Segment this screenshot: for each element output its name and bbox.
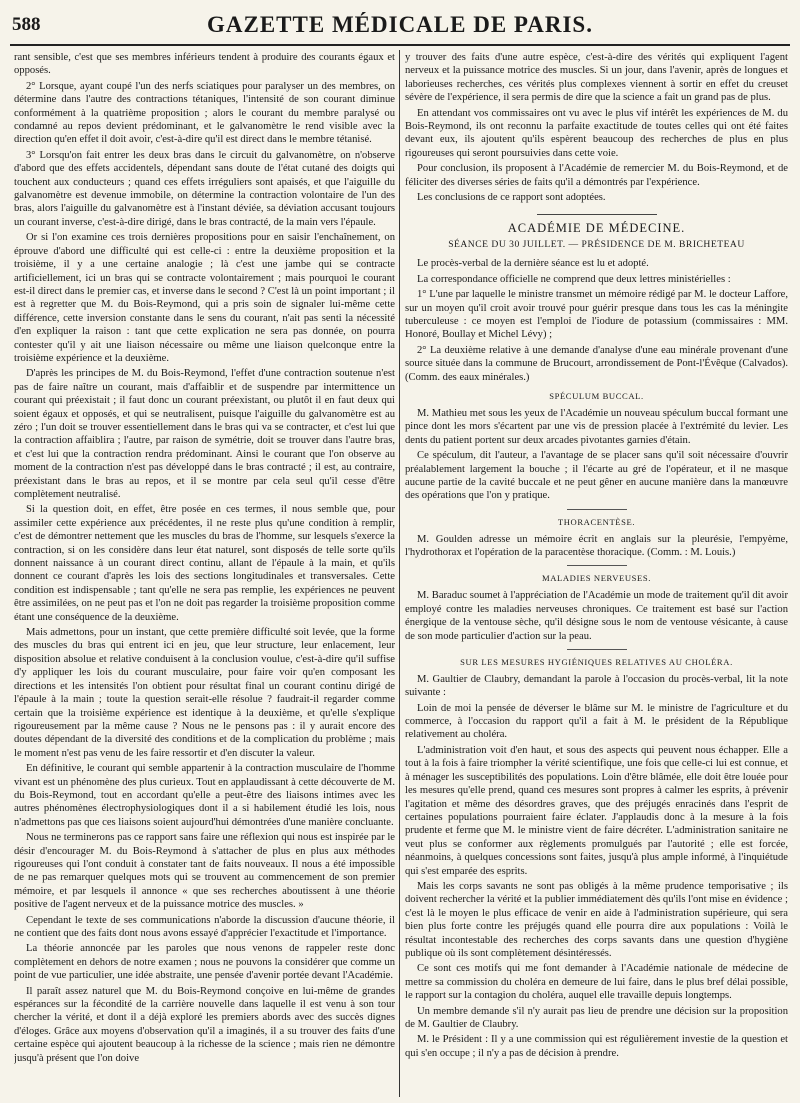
paragraph: M. Mathieu met sous les yeux de l'Académie un nouveau spéculum buccal formant une pince dont les mors s'écartent par une vis de pression placée à l'extrémité du levier. Les dents du patient portent sur deux arcades pivotantes garnies d'étain. <box>405 407 788 446</box>
section-divider <box>537 214 657 215</box>
session-minutes <box>405 257 788 384</box>
paragraph: D'après les principes de M. du Bois-Reymond, l'effet d'une contraction soutenue n'est pas de faire naître un courant, mais d'affaiblir et de suspendre par intermittence un courant qui préexistait ; il faut donc un courant préexistant, ou plutôt il en faut deux qui soient égaux et opposés, et qui se neutralisent, puisque l'aiguille du galvanomètre est au zéro ; l'un doit se trouver essentiellement dans le bras qui va se contracter, et c'est lui que la contraction affaiblira ; l'autre, par raison de symétrie, doit se trouver dans l'autre bras, et c'est lui que la contraction rendra prédominant. Ainsi le courant que l'on observe au moment de la contraction n'est pas développé dans le bras contracté ; il est, au contraire, préexistant dans le bras au repos, et il se montre par cela seul qu'il cesse d'être complètement neutralisé. <box>14 368 395 500</box>
speculum-heading: SPÉCULUM BUCCAL. <box>549 391 644 402</box>
paragraph: La correspondance officielle ne comprend que deux lettres ministérielles : <box>417 273 731 285</box>
cholera-section <box>405 673 788 1060</box>
paragraph: M. Gaultier de Claubry, demandant la parole à l'occasion du procès-verbal, lit la note suivante : <box>405 673 788 699</box>
column-separator <box>399 50 400 1097</box>
thoracentese-section <box>405 533 788 560</box>
section-divider <box>567 509 627 510</box>
paragraph: Il paraît assez naturel que M. du Bois-Reymond conçoive en lui-même de grandes espérances sur la fécondité de la carrière nouvelle dans laquelle il est venu à son tour chercher la vérité, et dont il a déjà exploré les premiers abords avec des succès dignes d'éloges. Grâce aux moyens d'observation qu'il a imaginés, il a su trouver des faits d'une certaine espèce qui ajoutent beaucoup à la richesse de la science ; mais rien ne démontre jusqu'à présent que l'on doive <box>14 985 395 1064</box>
left-column <box>14 51 395 1096</box>
header-rule <box>10 44 790 46</box>
paragraph: Si la question doit, en effet, être posée en ces termes, il nous semble que, pour assimiler cette expérience aux précédentes, il ne reste plus qu'une condition à remplir, c'est de démontrer nettement que les muscles du bras de l'homme, sur lesquels s'exerce la contraction, si on les considère dans leur état naturel, sont disposés de telle sorte qu'ils donnent naissance à un courant direct continu, allant de l'épaule à la main, et qu'ils donnent ce courant d'après les lois des sections longitudinales et transversales. Cette condition est indispensable ; tant qu'elle ne sera pas remplie, les expériences ne peuvent être assimilées, on ne peut pas et l'on ne doit pas regarder la troisième proposition comme étant une conséquence de la deuxième. <box>14 504 395 623</box>
nerveuses-heading: MALADIES NERVEUSES. <box>541 573 652 584</box>
section-divider <box>567 649 627 650</box>
paragraph: En définitive, le courant qui semble appartenir à la contraction musculaire de l'homme vivant est un phénomène des plus curieux. Tout en applaudissant à cette découverte de M. du Bois-Reymond, tout en accordant qu'elle a peut-être des liaisons intimes avec les autres phénomènes électrophysiologiques dont il a si habilement étudié les lois, nous n'admettons pas que ces liaisons soient aujourd'hui démontrées d'une manière concluante. <box>14 763 395 828</box>
paragraph: 2° La deuxième relative à une demande d'analyse d'une eau minérale provenant d'une source située dans la commune de Brucourt, arrondissement de Pont-l'Évêque (Calvados). (Comm. des eaux minérales.) <box>405 344 788 383</box>
paragraph: En attendant vos commissaires ont vu avec le plus vif intérêt les expériences de M. du Bois-Reymond, ils ont reconnu la parfaite exactitude de toutes celles qui ont été faites devant eux, ils ajoutent qu'ils espèrent beaucoup des recherches de plus en plus rigoureuses qui seront poursuivies dans cette voie. <box>405 107 788 159</box>
paragraph: 3° Lorsqu'on fait entrer les deux bras dans le circuit du galvanomètre, on n'observe d'abord que des effets accidentels, dépendant sans doute de l'état cutané des doigts qui touchent aux conducteurs ; quand ces effets irréguliers sont apaisés, et que l'aiguille du galvanomètre est devenue immobile, on détermine la contraction volontaire de l'un des bras, alors l'aiguille du galvanomètre est à l'instant déviée, sa déviation accusant toujours un courant inverse, c'est-à-dire dirigé, dans le bras contracté, de la main vers l'épaule. <box>14 149 395 228</box>
paragraph: M. Baraduc soumet à l'appréciation de l'Académie un mode de traitement qu'il dit avoir employé contre les maladies nerveuses chroniques. Ce traitement est basé sur l'action énergique de la ventouse sèche, qu'il désigne sous le nom de ventouse vésicante, à cause de son mode particulier d'action sur la peau. <box>405 590 788 642</box>
paragraph: rant sensible, c'est que ses membres inférieurs tendent à produire des courants égaux et opposés. <box>14 52 395 77</box>
paragraph: Le procès-verbal de la dernière séance est lu et adopté. <box>417 258 649 270</box>
paragraph: 2° Lorsque, ayant coupé l'un des nerfs sciatiques pour paralyser un des membres, on détermine dans l'autre des contractions tétaniques, l'intensité de son courant diminue conformément à la quatrième proposition ; alors le courant du membre paralysé ou condamné au repos devient prédominant, et le galvanomètre le rend visible avec la direction qu'en effet il doit avoir, c'est-à-dire qu'il est direct dans le membre tétanisé. <box>14 80 395 146</box>
paragraph: Un membre demande s'il n'y aurait pas lieu de prendre une décision sur la proposition de M. Gaultier de Claubry. <box>405 1005 788 1031</box>
paragraph: Ce sont ces motifs qui me font demander à l'Académie nationale de médecine de mettre sa commission du choléra en demeure de lui faire, dans le plus bref délai possible, le rapport sur la contagion du choléra, auquel elle travaille depuis longtemps. <box>405 963 788 1002</box>
paragraph: Cependant le texte de ses communications n'aborde la discussion d'aucune théorie, il ne contient que des faits dont nous avons essayé d'apprécier l'exactitude et l'importance. <box>14 914 395 939</box>
paragraph: Pour conclusion, ils proposent à l'Académie de remercier M. du Bois-Reymond, et de féliciter des diverses séries de faits qu'il a démontrés par l'expérience. <box>405 163 788 188</box>
paragraph: 1° L'une par laquelle le ministre transmet un mémoire rédigé par M. le docteur Laffore, sur un moyen qu'il croit avoir trouvé pour guérir presque dans tous les cas la méningite tuberculeuse : ce moyen est l'emploi de l'iodure de potassium (commissaires : MM. Honoré, Boullay et Michel Lévy) ; <box>405 289 788 341</box>
journal-title: GAZETTE MÉDICALE DE PARIS. <box>207 12 593 37</box>
cholera-heading: SUR LES MESURES HYGIÉNIQUES RELATIVES AU CHOLÉRA. <box>460 656 733 667</box>
academy-title: ACADÉMIE DE MÉDECINE. <box>507 221 686 236</box>
section-divider <box>567 565 627 566</box>
paragraph: y trouver des faits d'une autre espèce, c'est-à-dire des vérités qui expliquent l'agent nerveux et la puissance motrice des muscles. Si un jour, dans l'avenir, après de longues et laborieuses recherches, ces vérités plus complexes viennent à sortir en effet du creuset sévère de l'expérience, il sera permis de dire que la science a fait un grand pas de plus. <box>405 52 788 104</box>
paragraph: M. le Président : Il y a une commission qui est régulièrement investie de la question et qui s'en occupe ; il n'y a pas de décision à prendre. <box>405 1034 788 1059</box>
thoracentese-heading: THORACENTÈSE. <box>557 516 636 527</box>
paragraph: Mais les corps savants ne sont pas obligés à la même prudence temporisative ; ils doivent rechercher la vérité et la publier immédiatement dès qu'ils l'ont mise en évidence ; c'est là le moyen le plus efficace de venir en aide à l'administration supérieure, qui sera bien plus forte contre les préjugés quand elle pourra dire aux populations : Voilà le résultat incontestable des recherches des corps savants dans une question d'hygiène publique où ils sont complètement désintéressés. <box>405 880 788 959</box>
paragraph: Ce spéculum, dit l'auteur, a l'avantage de se placer sans qu'il soit nécessaire d'ouvrir préalablement largement la bouche ; il l'écarte au gré de l'opérateur, et il ne masque aucune partie de la cavité buccale et ne peut gêner en aucune manière dans la manœuvre des opérations que l'on y pratique. <box>405 450 788 502</box>
paragraph: L'administration voit d'en haut, et sous des aspects qui peuvent nous échapper. Elle a tout à la fois à faire triompher la vérité scientifique, une fois que celle-ci lui est connue, et à ménager les susceptibilités des populations. Loin d'être blâmée, elle doit être louée pour les mesures qu'elle prend, quand ces mesures sont propres à calmer les esprits, à prévenir l'agitation et même des désordres graves, que des préjugés enracinés dans l'esprit de certaines populations pourraient faire éclater. J'applaudis donc à la mesure à la fois prudente et ferme que M. le ministre vient de faire décréter. L'administration sanitaire ne veut plus se conformer aux règlements promulgués par l'autorité ; elle est forcée, néanmoins, à quelques concessions sont faites, jusqu'à plus ample informé, à l'inquiétude qui s'est emparée des esprits. <box>405 744 788 877</box>
page-number: 588 <box>12 14 41 35</box>
paragraph: Or si l'on examine ces trois dernières propositions pour en saisir l'enchaînement, on éprouve d'abord une difficulté qui est celle-ci : entre la deuxième proposition et la troisième, il y a une certaine analogie ; là c'est une jambe qui se contracte artificiellement, ici un bras qui se contracte volontairement ; mais pourquoi le courant est-il direct dans le premier cas, et inverse dans le second ? C'est là un point important ; il est à regretter que M. du Bois-Reymond, qui a pris soin de signaler lui-même cette différence, cette inversion constante dans le sens du courant, n'ait pas senti la nécessité d'en expliquer la raison : tant que cette explication ne sera pas donnée, on pourra contester qu'il y ait une liaison nécessaire ou même une liaison quelconque entre la troisième expérience et la deuxième. <box>14 232 395 364</box>
right-column <box>405 51 788 1096</box>
paragraph: La théorie annoncée par les paroles que nous venons de rappeler reste donc complètement en dehors de notre examen ; nous ne pouvons la considérer que comme un point de vue particulier, une idée abstraite, une pensée d'avenir portée devant l'Académie. <box>14 943 395 982</box>
paragraph: Nous ne terminerons pas ce rapport sans faire une réflexion qui nous est inspirée par le désir d'encourager M. du Bois-Reymond à s'attacher de plus en plus aux méthodes rigoureuses qui l'ont conduit à constater tant de faits nouveaux. Il nous a été impossible de ne pas remarquer quelques mots qui se trouvent au commencement de son premier mémoire, et par lesquels il annonce « que ses recherches aboutissent à une théorie positive de l'agent nerveux et de la puissance motrice des muscles. » <box>14 832 395 911</box>
paragraph: M. Goulden adresse un mémoire écrit en anglais sur la pleurésie, l'empyème, l'hydrothorax et l'opération de la paracentèse thoracique. (Comm. : M. Louis.) <box>405 533 788 559</box>
report-conclusion <box>405 51 788 204</box>
speculum-section <box>405 407 788 503</box>
session-line: SÉANCE DU 30 JUILLET. — PRÉSIDENCE DE M. BRICHETEAU <box>448 239 745 251</box>
paragraph: Les conclusions de ce rapport sont adoptées. <box>417 192 606 204</box>
nerveuses-section <box>405 589 788 643</box>
paragraph: Loin de moi la pensée de déverser le blâme sur M. le ministre de l'agriculture et du commerce, à l'occasion du rapport qu'il a fait à M. le président de la République relativement au choléra. <box>405 702 788 741</box>
page-header <box>0 0 800 42</box>
paragraph: Mais admettons, pour un instant, que cette première difficulté soit levée, que la forme des muscles du bras qui entrent ici en jeu, que leur structure, leur enlacement, leur disposition absolue et relative conduisent à la conclusion voulue, c'est-à-dire qu'il suffise d'y appliquer les lois du courant musculaire, pour faire voir qu'en composant les directions et les intensités l'on obtient pour résultat final un courant continu dirigé de l'épaule à la main ; toute la question serait-elle résolue ? faudrait-il regarder comme certain que la troisième expérience est identique à la deuxième, et qu'elle s'explique rigoureusement par la même cause ? Nous ne le pensons pas : il y aurait encore des doutes dépendant de la diversité des conditions et de la complication du problème ; mais le moment n'est pas venu de les faire ressortir et d'en discuter la valeur. <box>14 627 395 759</box>
